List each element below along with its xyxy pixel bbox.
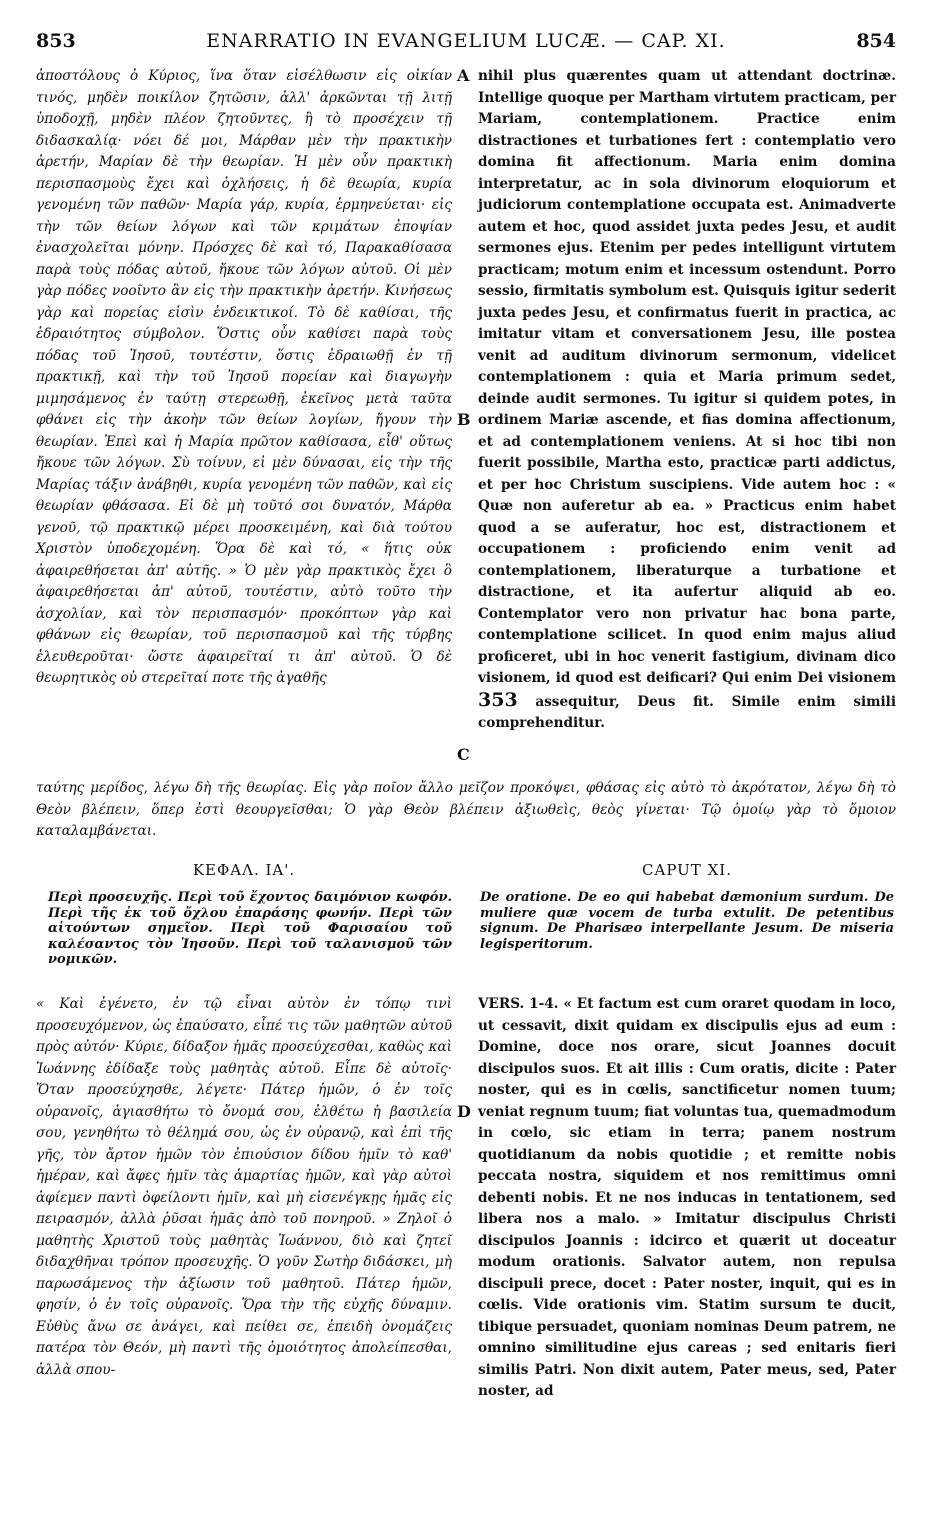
greek-chapter-summary: Περὶ προσευχῆς. Περὶ τοῦ ἔχοντος δαιμόνιον κωφόν. Περὶ τῆς ἐκ τοῦ ὄχλου ἐπαράσης φωνήν. Περὶ τῶν αἰτούντων σημεῖον. Περὶ τοῦ Φαρισαίου τοῦ καλέσαντος τὸν Ἰησοῦν. Περὶ τοῦ ταλανισμοῦ τῶν νομικῶν.	[48, 890, 452, 967]
latin-chapter-heading: CAPUT XI.	[642, 861, 732, 879]
running-header	[36, 30, 896, 58]
latin-text-part-2: assequitur, Deus fit. Simile enim simili comprehenditur.	[478, 693, 897, 731]
greek-chapter-body: « Καὶ ἐγένετο, ἐν τῷ εἶναι αὐτὸν ἐν τόπῳ τινὶ προσευχόμενον, ὡς ἐπαύσατο, εἶπέ τις τῶν μαθητῶν αὐτοῦ πρὸς αὐτόν· Κύριε, δίδαξον ἡμᾶς προσεύχεσθαι, καθὼς καὶ Ἰωάννης ἐδίδαξε τοὺς μαθητὰς αὐτοῦ. Εἶπε δὲ αὐτοῖς· Ὅταν προσεύχησθε, λέγετε· Πάτερ ἡμῶν, ὁ ἐν τοῖς οὐρανοῖς, ἁγιασθήτω τὸ ὄνομά σου, ἐλθέτω ἡ βασιλεία σου, γενηθήτω τὸ θέλημά σου, ὡς ἐν οὐρανῷ, καὶ ἐπὶ τῆς γῆς, τὸν ἄρτον ἡμῶν τὸν ἐπιούσιον δίδου ἡμῖν τὸ καθ' ἡμέραν, καὶ ἄφες ἡμῖν τὰς ἁμαρτίας ἡμῶν, καὶ γὰρ αὐτοὶ ἀφίεμεν παντὶ ὀφείλοντι ἡμῖν, καὶ μὴ εἰσενέγκῃς ἡμᾶς εἰς πειρασμόν, ἀλλὰ ῥῦσαι ἡμᾶς ἀπὸ τοῦ πονηροῦ. » Ζηλοῖ ὁ μαθητὴς Χριστοῦ τοὺς μαθητὰς Ἰωάννου, διὸ καὶ ζητεῖ διδαχθῆναι τρόπον προσευχῆς. Ὁ γοῦν Σωτὴρ διδάσκει, μὴ παρωσάμενος τὴν ἀξίωσιν τοῦ μαθητοῦ. Πάτερ ἡμῶν, φησίν, ὁ ἐν τοῖς οὐρανοῖς. Ὅρα τὴν τῆς εὐχῆς δύναμιν. Εὐθὺς ἄνω σε ἀνάγει, καὶ πείθει σε, ἐπειδὴ ὀνομάζεις πατέρα τὸν Θεόν, μὴ παντὶ τῆς ὁμοιότητος ἀπολείπεσθαι, ἀλλὰ σπου-	[36, 996, 452, 1378]
latin-text-part-1: nihil plus quærentes quam ut attendant doctrinæ. Intellige quoque per Martham virtutem practicam, per Mariam, contemplationem. Practice enim distractiones et turbationes fert : contemplatio vero domina fit affectionum. Maria enim domina interpretatur, ac in sola divinorum eloquiorum et judiciorum contemplatione occupata est. Animadverte autem et hoc, quod assidet juxta pedes Jesu, et audit sermones ejus. Etenim per pedes intelligunt virtutem practicam; motum enim et incessum ostendunt. Porro sessio, firmitatis symbolum est. Quisquis igitur sederit juxta pedes Jesu, et confirmatus fuerit in practica, ac imitatur vitam et conversationem Jesu, ille postea venit ad auditum divinorum sermonum, videlicet contemplationem : quia et Maria primum sedet, deinde audit sermones. Tu igitur si quidem potes, in ordinem Mariæ ascende, et fias domina affectionum, et ad contemplationem veniens. At si hoc tibi non fuerit possibile, Martha esto, practicæ parti addictus, et per hoc Christum suscipiens. Vide autem hoc : « Quæ non auferetur ab ea. » Practicus enim habet quod a se auferatur, hoc est, distractionem et occupationem : proficiendo enim venit ad contemplationem, liberaturque a turbatione et distractione, et ita aufertur aliquid ab eo. Contemplator vero non privatur hac bona parte, contemplatione scilicet. In quod enim majus aliud proficeret, ubi in hoc venerit fastigium, divinam dico visionem, id quod est deificari? Qui enim Dei visionem	[478, 68, 896, 686]
greek-full-width-text: ταύτης μερίδος, λέγω δὴ τῆς θεωρίας. Εἰς γὰρ ποῖον ἄλλο μεῖζον προκόψει, φθάσας εἰς αὐτὸ τὸ ἀκρότατον, λέγω δὴ τὸ Θεὸν βλέπειν, ὅπερ ἐστὶ θεουργεῖσθαι; Ὁ γὰρ Θεὸν βλέπειν ἀξιωθεὶς, θεὸς γίνεται· Τῷ ὁμοίῳ γὰρ τὸ ὅμοιον καταλαμβάνεται.	[36, 780, 896, 839]
column-number: 353	[478, 688, 518, 711]
latin-text-top	[478, 66, 896, 735]
margin-marker-c: C	[457, 745, 470, 764]
running-title: ENARRATIO IN EVANGELIUM LUCÆ. — CAP. XI.	[206, 30, 726, 52]
margin-marker-d: D	[457, 1102, 471, 1121]
latin-column-top	[478, 66, 896, 735]
greek-chapter-heading: ΚΕΦΑΛ. ΙΑ'.	[192, 861, 296, 879]
margin-marker-b: B	[457, 410, 471, 429]
page-number-left: 853	[36, 30, 76, 52]
margin-marker-a: A	[457, 66, 470, 85]
greek-column-top	[36, 66, 452, 690]
latin-chapter-summary: De oratione. De eo qui habebat dæmonium surdum. De muliere quæ vocem de turba extulit. De petentibus signum. De Pharisæo interpellante Jesum. De miseria legisperitorum.	[480, 890, 894, 952]
greek-text-top: ἀποστόλους ὁ Κύριος, ἵνα ὅταν εἰσέλθωσιν εἰς οἰκίαν τινός, μηδὲν ποικίλον ζητῶσιν, ἀλλ' ἀρκῶνται τῇ λιτῇ ὑποδοχῇ, μηδὲν πλέον ζητοῦντες, ἢ τὸ προσέχειν τῇ διδασκαλίᾳ· νόει δέ μοι, Μάρθαν μὲν τὴν πρακτικὴν ἀρετήν, Μαρίαν δὲ τὴν θεωρίαν. Ἡ μὲν οὖν πρακτικὴ περισπασμοὺς ἔχει καὶ ὀχλήσεις, ἡ δὲ θεωρία, κυρία γενομένη τῶν παθῶν· Μαρία γάρ, κυρία, ἑρμηνεύεται· εἰς τὴν τῶν θείων λόγων καὶ τῶν κριμάτων ἐποψίαν ἐνασχολεῖται μόνην. Πρόσχες δὲ καὶ τό, Παρακαθίσασα παρὰ τοὺς πόδας αὐτοῦ, ἤκουε τῶν λόγων αὐτοῦ. Οἱ μὲν γὰρ πόδες νοοῖντο ἂν εἰς τὴν πρακτικὴν ἀρετήν. Κινήσεως γὰρ καὶ πορείας εἰσὶν ἐνδεικτικοί. Τὸ δὲ καθίσαι, τῆς ἑδραιότητος σύμβολον. Ὅστις οὖν καθίσει παρὰ τοὺς πόδας τοῦ Ἰησοῦ, τουτέστιν, ὅστις ἑδραιωθῇ ἐν τῇ πρακτικῇ, καὶ τὴν τοῦ Ἰησοῦ πορείαν καὶ διαγωγὴν μιμησάμενος ἐν ταύτῃ στερεωθῇ, ἐκεῖνος μετὰ ταῦτα φθάνει εἰς τὴν ἀκοὴν τῶν θείων λογίων, ἤγουν τὴν θεωρίαν. Ἐπεὶ καὶ ἡ Μαρία πρῶτον καθίσασα, εἶθ' οὕτως ἤκουε τῶν λόγων. Σὺ τοίνυν, εἰ μὲν δύνασαι, εἰς τὴν τῆς Μαρίας τάξιν ἀνάβηθι, κυρία γενομένη τῶν παθῶν, καὶ εἰς θεωρίαν φθάσασα. Εἰ δὲ μὴ τοῦτό σοι δυνατόν, Μάρθα γενοῦ, τῷ πρακτικῷ μέρει προσκειμένη, καὶ διὰ τούτου Χριστὸν ὑποδεχομένη. Ὅρα δὲ καὶ τό, « ἥτις οὐκ ἀφαιρεθήσεται ἀπ' αὐτῆς. » Ὁ μὲν γὰρ πρακτικὸς ἔχει ὃ ἀφαιρεθήσεται ἀπ' αὐτοῦ, τουτέστιν, αὐτὸ τοῦτο τὴν ἀσχολίαν, καὶ τὸν περισπασμόν· προκόπτων γὰρ καὶ φθάνων εἰς θεωρίαν, τοῦ περισπασμοῦ καὶ τῆς τύρβης ἐλευθεροῦται· ὥστε ἀφαιρεῖταί τι ἀπ' αὐτοῦ. Ὁ δὲ θεωρητικὸς οὐ στερεῖταί ποτε τῆς ἀγαθῆς	[36, 68, 452, 686]
latin-chapter-body: VERS. 1-4. « Et factum est cum oraret quodam in loco, ut cessavit, dixit quidam ex discipulis ejus ad eum : Domine, doce nos orare, sicut Joannes docuit discipulos suos. Et ait illis : Cum oratis, dicite : Pater noster, qui es in cœlis, sanctificetur nomen tuum; veniat regnum tuum; fiat voluntas tua, quemadmodum in cœlo, sic etiam in terra; panem nostrum quotidianum da nobis quotidie ; et remitte nobis peccata nostra, siquidem et nos remittimus omni debenti nobis. Et ne nos inducas in tentationem, sed libera nos a malo. » Imitatur discipulus Christi discipulos Joannis : idcirco et quærit ut doceatur modum orationis. Salvator autem, non repulsa discipuli prece, docet : Pater noster, inquit, qui es in cœlis. Vide orationis vim. Statim sursum te ducit, tibique persuadet, quoniam nominas Deum patrem, ne omnino similitudine ejus careas ; sed enitaris fieri similis Patri. Non dixit autem, Pater meus, sed, Pater noster, ad	[478, 996, 896, 1399]
page-number-right: 854	[856, 30, 896, 52]
